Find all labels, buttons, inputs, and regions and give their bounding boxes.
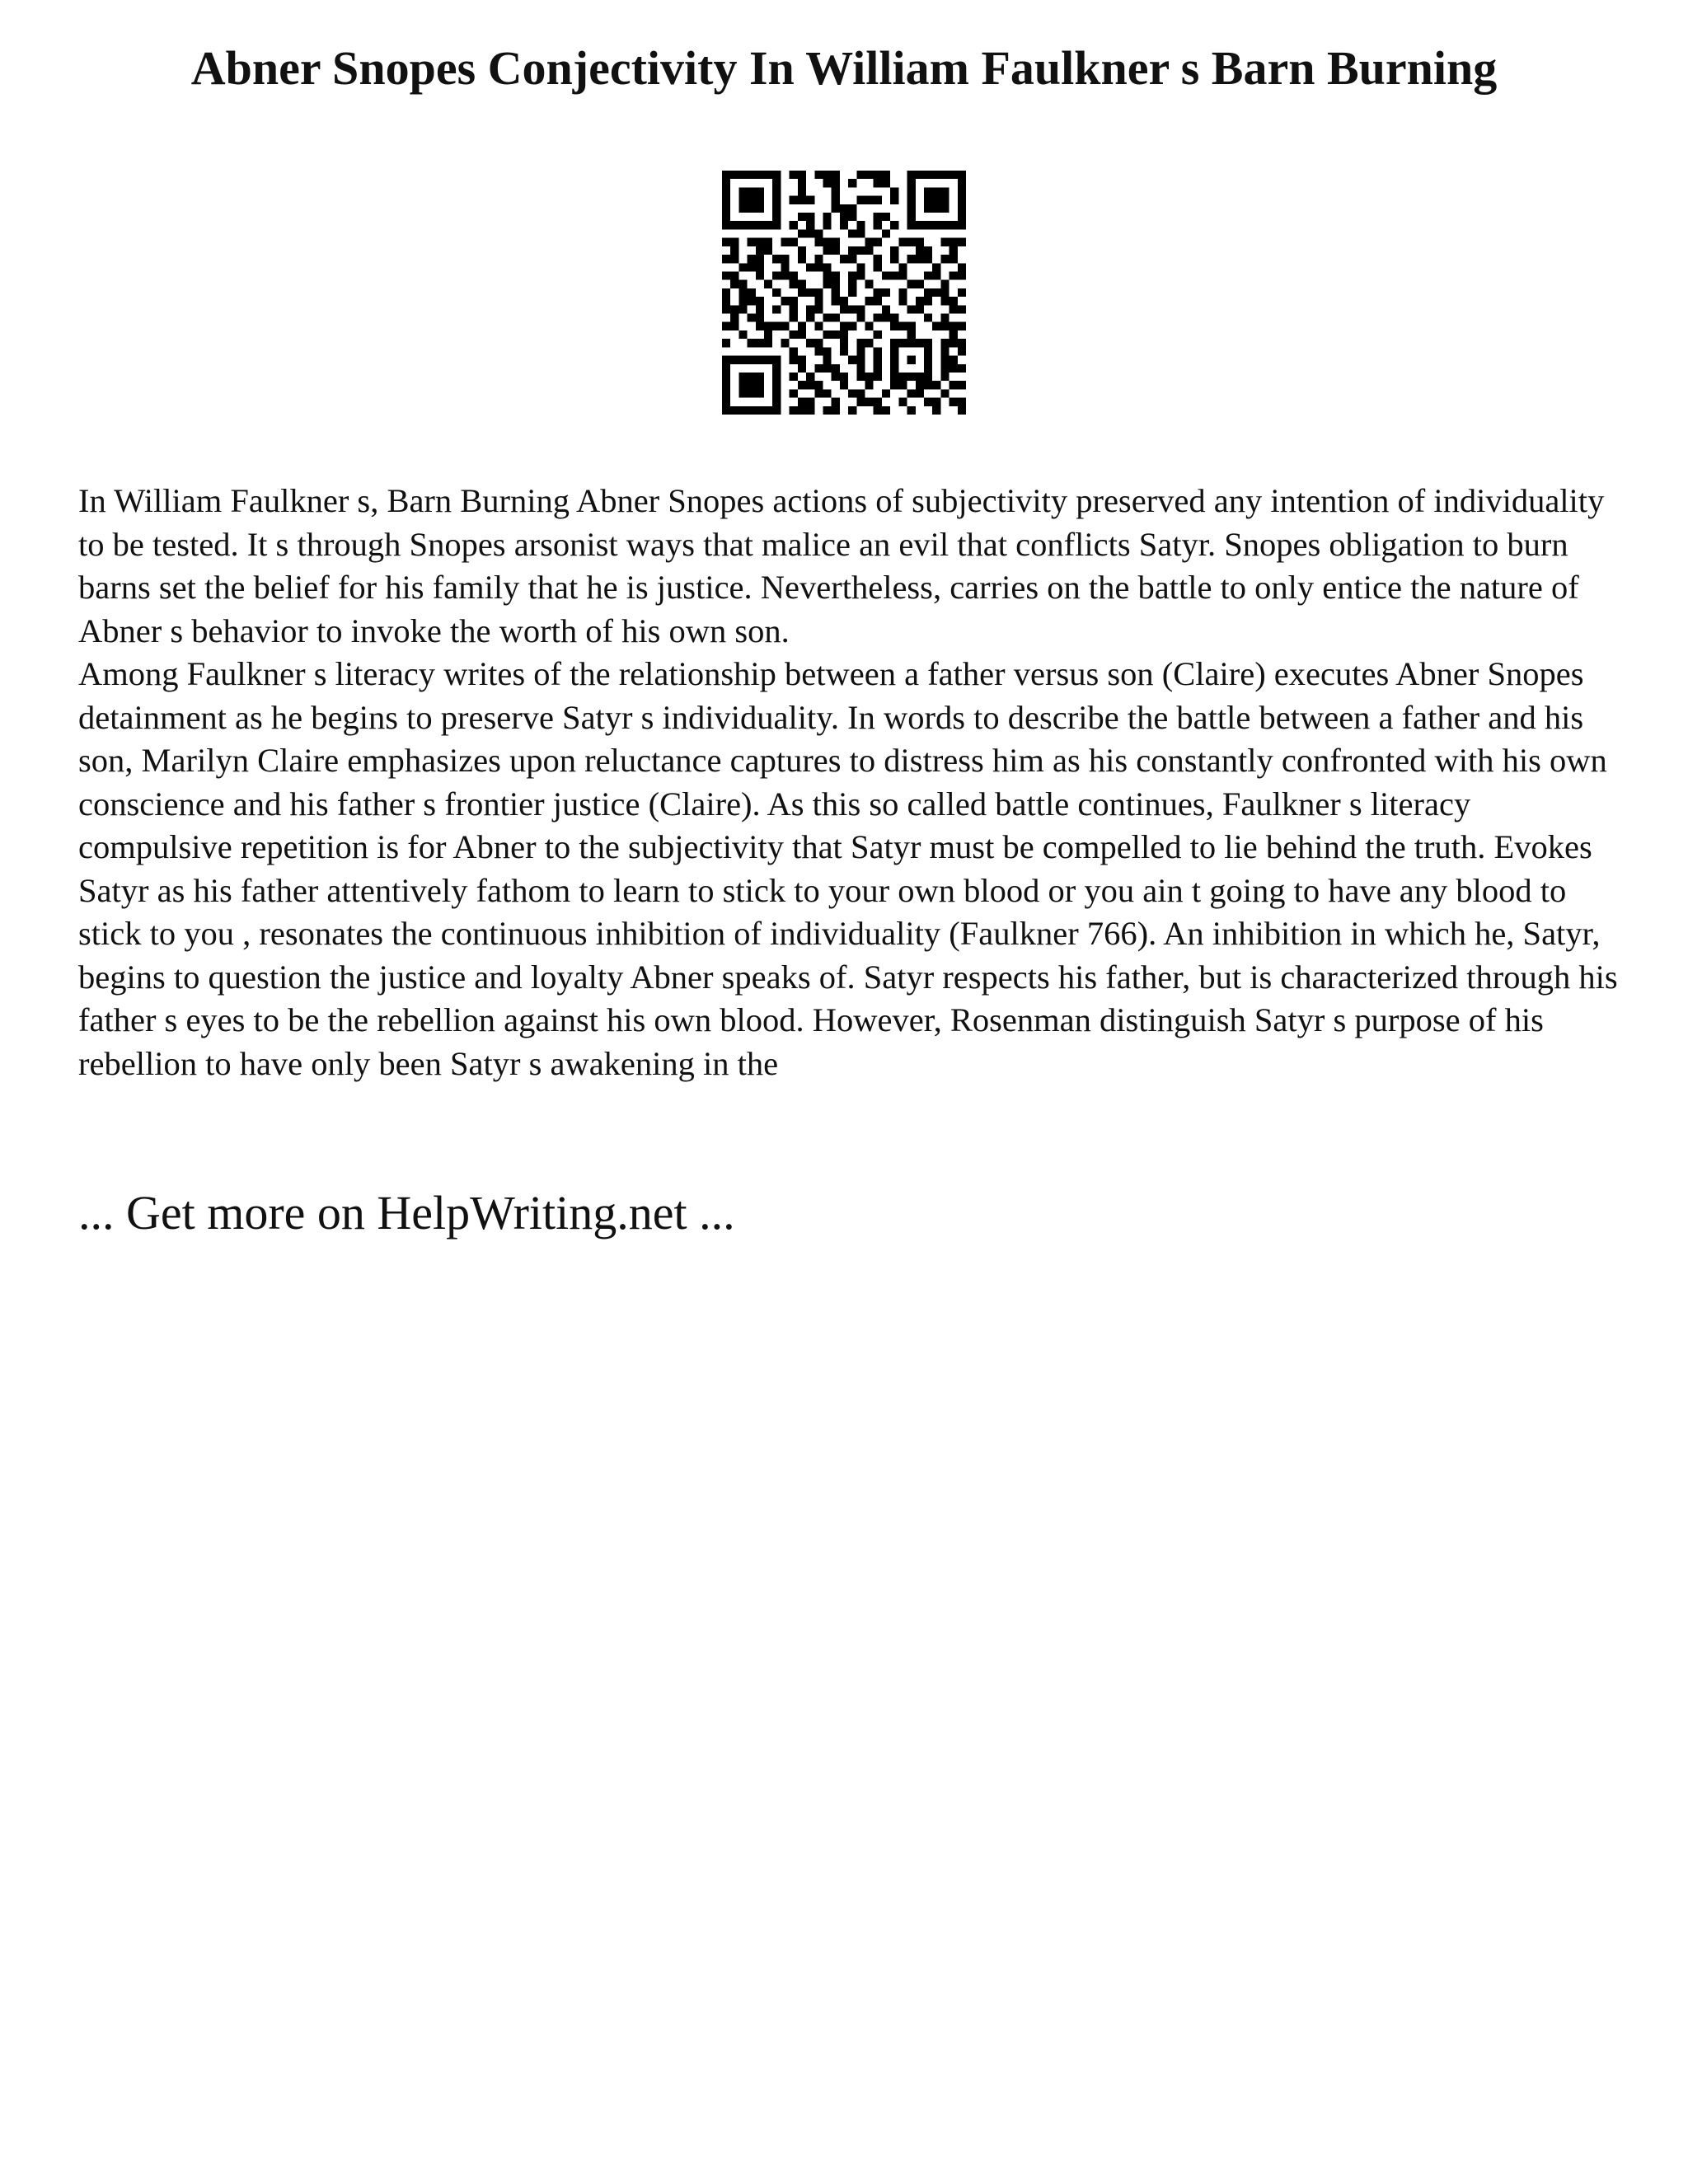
essay-body xyxy=(78,480,1628,1085)
get-more-link[interactable]: ... Get more on HelpWriting.net ... xyxy=(78,1186,735,1240)
qr-code-icon xyxy=(722,171,966,415)
page-title: Abner Snopes Conjectivity In William Faulkner s Barn Burning xyxy=(190,41,1498,95)
paragraph-1: In William Faulkner s, Barn Burning Abner Snopes actions of subjectivity preserved any intention of individuality to be tested. It s through Snopes arsonist ways that malice an evil that conflicts Satyr. Snopes obligation to burn barns set the belief for his family that he is justice. Nevertheless, carries on the battle to only entice the nature of Abner s behavior to invoke the worth of his own son. xyxy=(78,482,1605,649)
paragraph-2: Among Faulkner s literacy writes of the relationship between a father versus son (Claire) executes Abner Snopes detainment as he begins to preserve Satyr s individuality. In words to describe the battle between a father and his son, Marilyn Claire emphasizes upon reluctance captures to distress him as his constantly confronted with his own conscience and his father s frontier justice (Claire). As this so called battle continues, Faulkner s literacy compulsive repetition is for Abner to the subjectivity that Satyr must be compelled to lie behind the truth. Evokes Satyr as his father attentively fathom to learn to stick to your own blood or you ain t going to have any blood to stick to you , resonates the continuous inhibition of individuality (Faulkner 766). An inhibition in which he, Satyr, begins to question the justice and loyalty Abner speaks of. Satyr respects his father, but is characterized through his father s eyes to be the rebellion against his own blood. However, Rosenman distinguish Satyr s purpose of his rebellion to have only been Satyr s awakening in the xyxy=(78,655,1618,1082)
